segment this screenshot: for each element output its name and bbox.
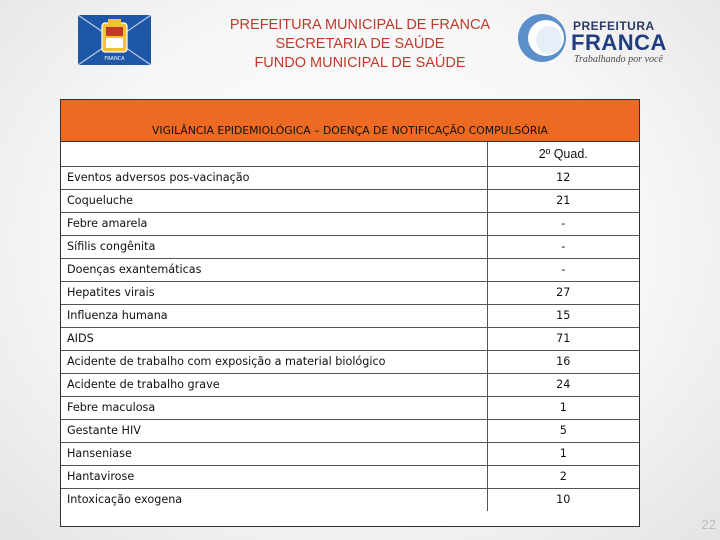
row-label: Coqueluche (61, 189, 487, 212)
row-label: Intoxicação exogena (67, 493, 183, 507)
table-row (61, 166, 639, 189)
row-value: 10 (487, 488, 639, 511)
row-label: Eventos adversos pos-vacinação (61, 166, 487, 189)
row-value: 71 (487, 327, 639, 350)
row-label: Influenza humana (61, 304, 487, 327)
header-line-1: PREFEITURA MUNICIPAL DE FRANCA (229, 17, 491, 33)
row-value: - (487, 235, 639, 258)
row-value: 1 (487, 442, 639, 465)
column-header-2nd-quad: 2º Quad. (487, 142, 639, 166)
city-crest-icon (78, 15, 151, 65)
table-row (61, 373, 639, 396)
row-label: Sífilis congênita (61, 235, 487, 258)
row-label: AIDS (61, 327, 487, 350)
header-line-2: SECRETARIA DE SAÚDE (275, 36, 445, 52)
row-value: - (487, 258, 639, 281)
table-title: VIGILÂNCIA EPIDEMIOLÓGICA – DOENÇA DE NOTIFICAÇÃO COMPULSÓRIA (152, 124, 548, 137)
row-label: Hanseniase (61, 442, 487, 465)
brand-swirl-icon (518, 14, 566, 62)
row-value: 24 (487, 373, 639, 396)
prefeitura-franca-logo (518, 14, 667, 66)
table-row (61, 281, 639, 304)
row-label: Hepatites virais (61, 281, 487, 304)
row-value: 21 (487, 189, 639, 212)
table-row (61, 258, 639, 281)
row-label: Acidente de trabalho com exposição a material biológico (61, 350, 487, 373)
table-row (61, 235, 639, 258)
row-value: 16 (487, 350, 639, 373)
row-value: - (487, 212, 639, 235)
row-value: 1 (487, 396, 639, 419)
notification-table (60, 99, 640, 527)
row-value: 27 (487, 281, 639, 304)
table-row (61, 442, 639, 465)
table-row (61, 304, 639, 327)
row-label: Febre amarela (61, 212, 487, 235)
crest-caption: FRANCA (104, 56, 125, 62)
table-row (61, 419, 639, 442)
row-value: 12 (487, 166, 639, 189)
city-crest-logo (78, 15, 151, 65)
row-label: Hantavirose (61, 465, 487, 488)
brand-tagline: Trabalhando por você (574, 54, 663, 65)
page-number: 22 (701, 517, 716, 532)
header-label-cell (61, 142, 487, 166)
row-label: Doenças exantemáticas (61, 258, 487, 281)
row-label: Febre maculosa (61, 396, 487, 419)
brand-word-franca: FRANCA (571, 30, 667, 55)
notification-grid (61, 142, 639, 511)
table-header-row (61, 142, 639, 166)
header-line-3: FUNDO MUNICIPAL DE SAÚDE (254, 55, 466, 71)
table-row (61, 465, 639, 488)
row-value: 15 (487, 304, 639, 327)
table-row (61, 189, 639, 212)
table-row (61, 350, 639, 373)
table-row (61, 396, 639, 419)
row-label: Acidente de trabalho grave (61, 373, 487, 396)
row-label: Gestante HIV (61, 419, 487, 442)
brand-word-prefeitura: PREFEITURA (573, 19, 655, 33)
table-row (61, 327, 639, 350)
row-value: 2 (487, 465, 639, 488)
row-value: 5 (487, 419, 639, 442)
header-title (200, 16, 520, 73)
table-title-banner (61, 100, 639, 142)
table-row (61, 212, 639, 235)
table-row (61, 488, 639, 511)
